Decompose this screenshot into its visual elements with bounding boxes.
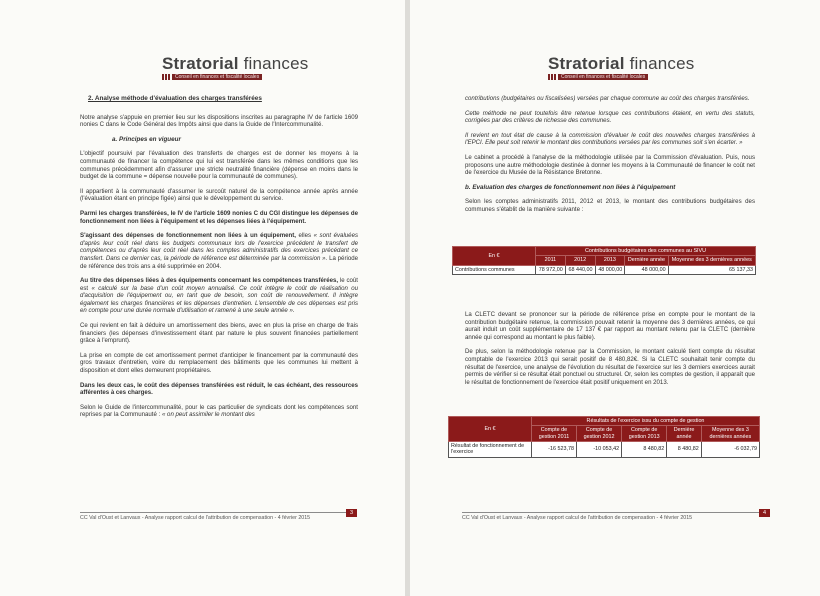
table-cell: -16 523,78	[532, 442, 577, 457]
table-cell: 8 480,82	[622, 442, 667, 457]
section-heading: 2. Analyse méthode d'évaluation des charges transférées	[88, 95, 262, 102]
column-header: Compte de gestion 2013	[622, 426, 667, 442]
left-page	[0, 0, 405, 596]
subheading-b: b. Evaluation des charges de fonctionnement non liées à l'équipement	[465, 183, 676, 191]
stratorial-logo	[548, 55, 694, 80]
table-cell: 48 000,00	[625, 265, 668, 274]
footer-rule	[80, 512, 356, 513]
logo-bars-icon	[162, 74, 170, 80]
table-title: Contributions budgétaires des communes au SIVU	[536, 247, 756, 256]
logo-tagline: Conseil en finances et fiscalité locales	[558, 74, 648, 80]
table-cell: 68 440,00	[565, 265, 595, 274]
table-row	[449, 442, 760, 457]
column-header: Compte de gestion 2011	[532, 426, 577, 442]
paragraph: De plus, selon la méthodologie retenue par la Commission, le montant calculé tient compte du résultat comptable de l'exercice 2013 qui serait positif de 8 480,82€. Si la CLETC souhaitait tenir compte du résultat de l'exercice, une analyse de l'évolution du résultat de l'exercice sur les 3 derniers exercices aurait permis de vérifier si ce résultat était ponctuel ou structurel. Or, selon les comptes de gestion, il apparaît que le résultat de fonctionnement de l'exercice était positif uniquement en 2013.	[465, 348, 755, 386]
column-header: 2011	[536, 256, 566, 265]
row-label: Résultat de fonctionnement de l'exercice	[449, 442, 532, 457]
paragraph: Parmi les charges transférées, le IV de l'article 1609 nonies C du CGI distingue les dépenses de fonctionnement non liées à l'équipement et les dépenses liées à l'équipement.	[80, 209, 358, 225]
column-header: Dernière année	[625, 256, 668, 265]
table-corner: En €	[449, 417, 532, 442]
column-header: 2013	[595, 256, 625, 265]
paragraph: contributions (budgétaires ou fiscalisées) versées par chaque commune au coût des charges transférées.	[465, 95, 750, 102]
paragraph: Au titre des dépenses liées à des équipements concernant les compétences transférées, le coût est « calculé sur la base d'un coût moyen annualisé. Ce coût intègre le coût de réalisation ou d'acquisition de l'équipement ou, en tant que de besoin, son coût de renouvellement. Il intègre également les charges financières et les dépenses d'entretien. L'ensemble de ces dépenses est pris en compte pour une durée normale d'utilisation et ramené à une seule année ».	[80, 277, 358, 315]
table-cell: -6 032,79	[701, 442, 759, 457]
table-row	[453, 265, 756, 274]
row-label: Contributions communes	[453, 265, 536, 274]
results-table	[448, 416, 760, 458]
table-cell: 8 480,82	[667, 442, 701, 457]
logo-bars-icon	[548, 74, 556, 80]
paragraph: Selon les comptes administratifs 2011, 2012 et 2013, le montant des contributions budgétaires des communes s'établit de la manière suivante :	[465, 198, 755, 213]
logo-band	[162, 74, 262, 80]
footer-rule	[462, 512, 760, 513]
paragraph: Il revient en tout état de cause à la commission d'évaluer le coût des nouvelles charges transférées à l'EPCI. Elle peut soit retenir le montant des contributions versées par les communes soit s'en écarter. »	[465, 131, 755, 147]
column-header: Moyenne des 3 dernières années	[668, 256, 755, 265]
table-corner: En €	[453, 247, 536, 266]
logo-name: Stratorial finances	[548, 54, 695, 73]
column-header: Moyenne des 3 dernières années	[701, 426, 759, 442]
table-title: Résultats de l'exercice issu du compte de gestion	[532, 417, 760, 426]
paragraph: S'agissant des dépenses de fonctionnement non liées à un équipement, elles « sont évaluées d'après leur coût réel dans les budgets communaux lors de l'exercice précédent le transfert de compétences ou d'après leur coût réel dans les comptes administratifs des exercices précédant ce transfert. Dans ce dernier cas, la période de référence est déterminée par la commission ». La période de référence des trois ans a été supprimée en 2004.	[80, 232, 359, 270]
right-page	[410, 0, 820, 596]
left-body	[80, 95, 358, 426]
table-cell: -10 053,42	[576, 442, 621, 457]
table-cell: 48 000,00	[595, 265, 625, 274]
page-number: 4	[759, 509, 770, 517]
column-header: Compte de gestion 2012	[576, 426, 621, 442]
page-footer: CC Val d'Oust et Lanvaux - Analyse rapport calcul de l'attribution de compensation - 4 février 2015	[80, 515, 311, 521]
paragraph: La prise en compte de cet amortissement permet d'anticiper le financement par la communauté des gros travaux d'entretien, voire du remplacement des bâtiments que les communes lui mettent à disposition et dont elles demeurent propriétaires.	[80, 351, 358, 375]
column-header: 2012	[565, 256, 595, 265]
logo-name: Stratorial finances	[162, 54, 309, 73]
paragraph: Le cabinet a procédé à l'analyse de la méthodologie utilisée par la Commission d'évaluation. Puis, nous proposons une autre méthodologie destinée à donner les moyens à la Communauté de financer le coût net de l'exercice du Musée de la Résistance Bretonne.	[465, 153, 755, 177]
table-cell: 78 972,00	[536, 265, 566, 274]
paragraph: Dans les deux cas, le coût des dépenses transférées est réduit, le cas échéant, des ressources afférentes à ces charges.	[80, 381, 358, 397]
right-body-top	[465, 95, 755, 221]
page-number: 3	[346, 509, 357, 517]
logo-tagline: Conseil en finances et fiscalité locales	[172, 74, 262, 80]
column-header: Dernière année	[667, 426, 701, 442]
subheading-a: a. Principes en vigueur	[112, 135, 181, 143]
paragraph: Notre analyse s'appuie en premier lieu sur les dispositions inscrites au paragraphe IV de l'article 1609 nonies C dans le Code Général des Impôts ainsi que dans la Guide de l'Intercommunalité.	[80, 113, 358, 129]
paragraph: Selon le Guide de l'intercommunalité, pour le cas particulier de syndicats dont les compétences sont reprises par la Communauté : « on peut assimiler le montant des	[80, 403, 358, 419]
right-body-middle	[465, 311, 755, 393]
table-cell: 65 137,33	[668, 265, 755, 274]
paragraph: Ce qui revient en fait à déduire un amortissement des biens, avec en plus la prise en charge de frais financiers (les dépenses d'investissement étant par nature le plus souvent financées partiellement grâce à l'emprunt).	[80, 322, 358, 345]
paragraph: La CLETC devant se prononcer sur la période de référence prise en compte pour le montant de la contribution budgétaire retenue, la commission pouvait retenir la moyenne des 3 dernières années, ce qui aurait induit un coût supplémentaire de 17 137 € par rapport au montant retenu par la CLETC (dernière année qui correspond au montant le plus faible).	[465, 311, 755, 341]
contributions-table	[452, 246, 756, 275]
page-footer: CC Val d'Oust et Lanvaux - Analyse rapport calcul de l'attribution de compensation - 4 février 2015	[462, 515, 693, 521]
paragraph: Il appartient à la communauté d'assumer le surcoût naturel de la compétence année après année (l'évaluation étant en principe figée) ainsi que le développement du service.	[80, 187, 358, 203]
logo-band	[548, 74, 648, 80]
stratorial-logo	[162, 55, 308, 80]
paragraph: Cette méthode ne peut toutefois être retenue lorsque ces contributions étaient, en vertu des statuts, corrigées par des critères de richesse des communes.	[465, 109, 755, 125]
paragraph: L'objectif poursuivi par l'évaluation des transferts de charges est de donner les moyens à la communauté de financer la compétence qui lui est transférée dans les mêmes conditions que les communes précédemment afin d'assurer une stricte neutralité financière (dépense en moins dans le budget de la commune = dépense nouvelle pour la communauté de communes).	[80, 150, 358, 181]
